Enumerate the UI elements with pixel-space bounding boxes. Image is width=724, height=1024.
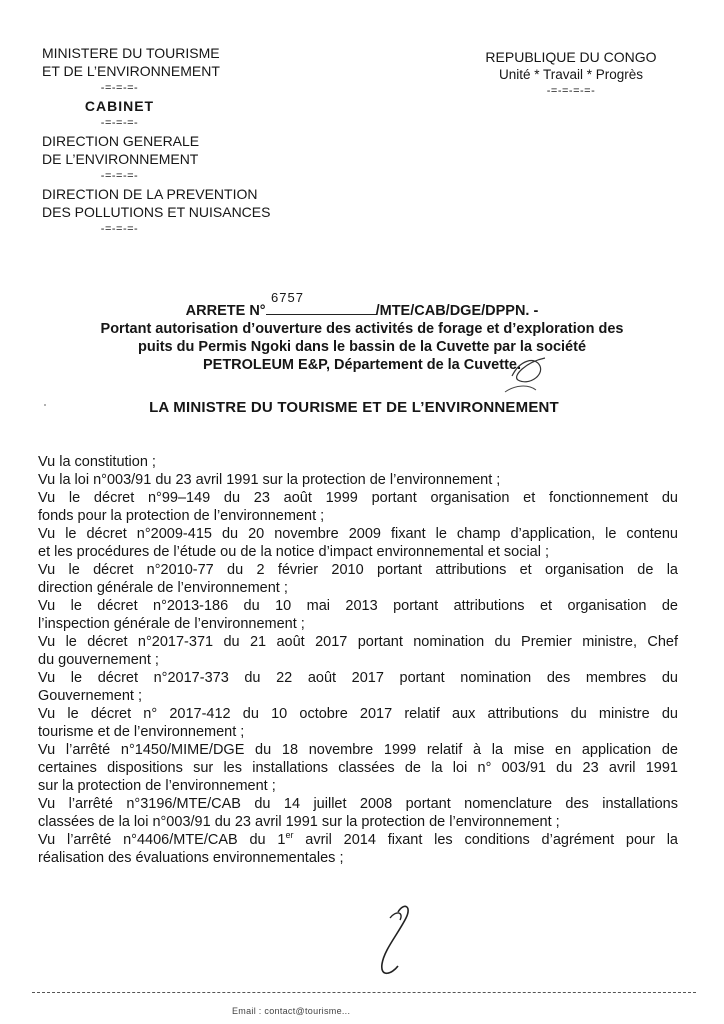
arrete-label: ARRETE N° [185, 303, 266, 319]
visa-line: sur la protection de l’environnement ; [38, 778, 276, 794]
visa-line: tourisme et de l’environnement ; [38, 724, 245, 740]
visa-line: Vu le décret n°2013-186 du 10 mai 2013 portant attributions et organisation de [38, 598, 678, 614]
visa-line: l’inspection générale de l’environnement ; [38, 616, 305, 632]
ordinal-superscript: er [285, 830, 294, 841]
visa-line: Vu le décret n°2017-371 du 21 août 2017 portant nomination du Premier ministre, Chef [38, 634, 678, 650]
arrete-reference: /MTE/CAB/DGE/DPPN. - [375, 303, 539, 319]
separator: -=-=-=- [100, 223, 139, 235]
visa-line: Vu l’arrêté n°1450/MIME/DGE du 18 novembre 1999 relatif à la mise en application de [38, 742, 678, 758]
visa-item [38, 525, 678, 561]
footer-contact: Email : contact@tourisme... [232, 1006, 351, 1016]
visa-item [38, 453, 678, 471]
separator: -=-=-=- [100, 82, 139, 94]
minister-title: LA MINISTRE DU TOURISME ET DE L’ENVIRONNEMENT [149, 399, 559, 416]
ministry-name-line2: ET DE L’ENVIRONNEMENT [42, 63, 220, 79]
initial-mark-title-tail [505, 386, 536, 392]
visa-item [38, 795, 678, 831]
arrete-object-line3: PETROLEUM E&P, Département de la Cuvette. [202, 357, 521, 373]
visa-line: Vu le décret n°2009-415 du 20 novembre 2009 fixant le champ d’application, le contenu [38, 526, 678, 542]
arrete-number: 6757 [271, 290, 304, 305]
cabinet-label: CABINET [84, 98, 155, 114]
visa-item [38, 705, 678, 741]
country-name: REPUBLIQUE DU CONGO [485, 49, 657, 65]
separator: -=-=-=- [100, 170, 139, 182]
paraph-signature-stroke [390, 913, 401, 920]
visa-item [38, 489, 678, 525]
dppn-line2: DES POLLUTIONS ET NUISANCES [42, 204, 271, 220]
visa-line: et les procédures de l’étude ou de la notice d’impact environnemental et social ; [38, 544, 550, 560]
visa-item [38, 831, 678, 867]
visa-line [38, 831, 678, 849]
visa-line-part: Vu l’arrêté n°4406/MTE/CAB du 1 [38, 832, 286, 848]
visa-item [38, 669, 678, 705]
visa-line: Vu l’arrêté n°3196/MTE/CAB du 14 juillet 2008 portant nomenclature des installations [38, 796, 678, 812]
national-motto: Unité * Travail * Progrès [498, 67, 644, 82]
visa-line-part: avril 2014 fixant les conditions d’agrément pour la [305, 832, 678, 848]
arrete-title-block [0, 302, 724, 374]
visa-line: Vu le décret n° 2017-412 du 10 octobre 2017 relatif aux attributions du ministre du [38, 706, 678, 722]
visa-line: du gouvernement ; [38, 652, 159, 668]
separator: -=-=-=-=- [546, 85, 596, 97]
arrete-reference-line [0, 302, 724, 320]
visa-item [38, 561, 678, 597]
arrete-object-line1: Portant autorisation d’ouverture des activités de forage et d’exploration des [100, 321, 624, 337]
visa-item [38, 633, 678, 669]
visas-list [38, 453, 678, 867]
visa-line: certaines dispositions sur les installations classées de la loi n° 003/91 du 23 avril 1991 [38, 760, 678, 776]
issuing-authority-block [42, 44, 312, 238]
separator: -=-=-=- [100, 117, 139, 129]
republic-header-block [466, 48, 676, 98]
visa-line: Vu le décret n°99–149 du 23 août 1999 portant organisation et fonctionnement du [38, 490, 678, 506]
footer-divider [32, 992, 696, 993]
visa-item [38, 741, 678, 795]
visa-line: Vu le décret n°2017-373 du 22 août 2017 portant nomination des membres du [38, 670, 678, 686]
visa-item [38, 597, 678, 633]
dge-line1: DIRECTION GENERALE [42, 133, 200, 149]
visa-line: Gouvernement ; [38, 688, 142, 704]
dge-line2: DE L’ENVIRONNEMENT [42, 151, 199, 167]
arrete-object-line2: puits du Permis Ngoki dans le bassin de la Cuvette par la société [137, 339, 587, 355]
paraph-signature [382, 906, 408, 973]
number-blank-line [266, 302, 376, 315]
visa-line: réalisation des évaluations environnementales ; [38, 850, 344, 866]
visa-line: classées de la loi n°003/91 du 23 avril 1991 sur la protection de l’environnement ; [38, 814, 560, 830]
visa-line: Vu la loi n°003/91 du 23 avril 1991 sur la protection de l’environnement ; [38, 472, 501, 488]
visa-line: fonds pour la protection de l’environnement ; [38, 508, 325, 524]
visa-line: Vu le décret n°2010-77 du 2 février 2010 portant attributions et organisation de la [38, 562, 678, 578]
visa-line: direction générale de l’environnement ; [38, 580, 288, 596]
visa-line: Vu la constitution ; [38, 454, 156, 470]
visa-item [38, 471, 678, 489]
ministry-name-line1: MINISTERE DU TOURISME [42, 45, 220, 61]
dppn-line1: DIRECTION DE LA PREVENTION [42, 186, 258, 202]
